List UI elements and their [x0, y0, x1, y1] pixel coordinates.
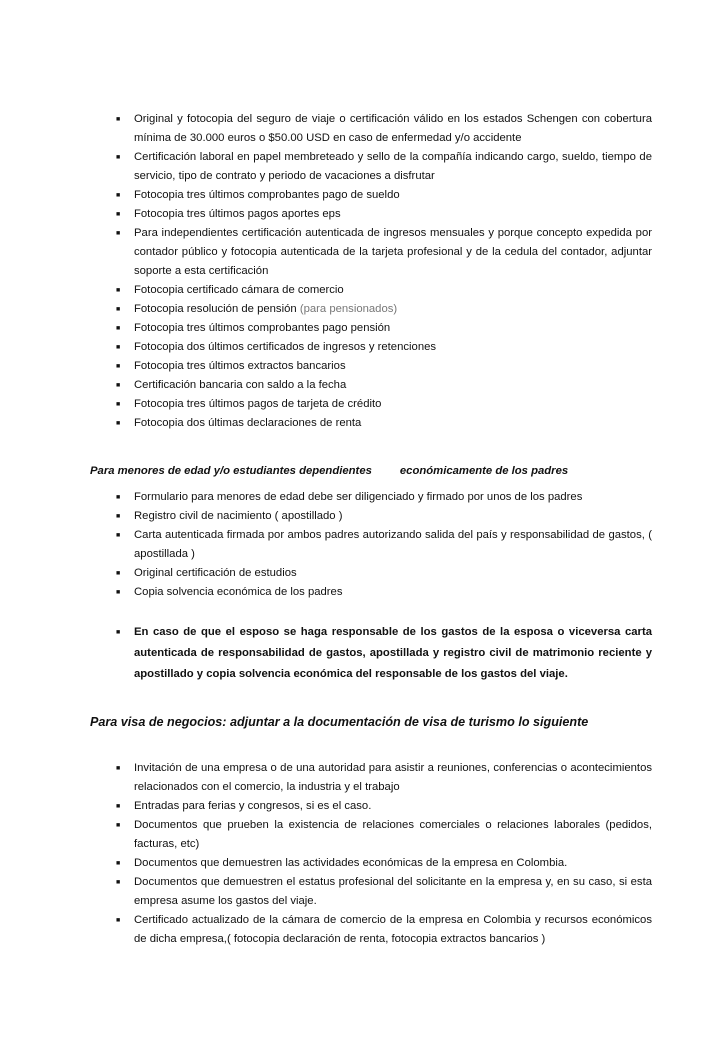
- list-item: ■ Certificación bancaria con saldo a la fecha: [90, 376, 652, 395]
- bullet-icon: [116, 338, 120, 357]
- list-item: ■ Fotocopia dos últimos certificados de ingresos y retenciones: [90, 338, 652, 357]
- bullet-icon: [116, 797, 120, 816]
- list-item: ■ Carta autenticada firmada por ambos padres autorizando salida del país y responsabilidad de gastos, ( apostillada ): [90, 526, 652, 564]
- bullet-icon: [116, 395, 120, 414]
- list-item: ■ Fotocopia tres últimos comprobantes pago de sueldo: [90, 186, 652, 205]
- bullet-icon: [116, 526, 120, 545]
- bullet-icon: [116, 911, 120, 930]
- list-item: ■ Entradas para ferias y congresos, si es el caso.: [90, 797, 652, 816]
- bullet-icon: [116, 186, 120, 205]
- bullet-icon: [116, 357, 120, 376]
- list-item: ■ Fotocopia certificado cámara de comercio: [90, 281, 652, 300]
- bullet-icon: [116, 281, 120, 300]
- bullet-icon: [116, 205, 120, 224]
- list-item: ■ Documentos que demuestren las actividades económicas de la empresa en Colombia.: [90, 854, 652, 873]
- section-heading-minors: Para menores de edad y/o estudiantes dependientes económicamente de los padres: [90, 465, 569, 477]
- bullet-icon: [116, 300, 120, 319]
- spouse-responsibility-note: [90, 622, 728, 685]
- bullet-icon: [116, 622, 120, 643]
- list-item: ■ Invitación de una empresa o de una autoridad para asistir a reuniones, conferencias o acontecimientos relacionados con el comercio, la industria y el trabajo: [90, 759, 652, 797]
- bullet-icon: [116, 488, 120, 507]
- bullet-icon: [116, 319, 120, 338]
- list-item: ■ Documentos que demuestren el estatus profesional del solicitante en la empresa y, en su caso, si esta empresa asume los gastos del viaje.: [90, 873, 652, 911]
- bullet-icon: [116, 507, 120, 526]
- bullet-icon: [116, 564, 120, 583]
- section-heading-business-visa: Para visa de negocios: adjuntar a la documentación de visa de turismo lo siguiente: [90, 715, 589, 729]
- list-item: ■ Certificado actualizado de la cámara de comercio de la empresa en Colombia y recursos económicos de dicha empresa,( fotocopia declaración de renta, fotocopia extractos bancarios ): [90, 911, 652, 949]
- bullet-icon: [116, 376, 120, 395]
- list-item: ■ Fotocopia tres últimos comprobantes pago pensión: [90, 319, 652, 338]
- pension-note: (para pensionados): [299, 303, 398, 315]
- requirements-list-general: [90, 110, 728, 433]
- list-item: ■ Registro civil de nacimiento ( apostillado ): [90, 507, 652, 526]
- list-item: ■ Certificación laboral en papel membreteado y sello de la compañía indicando cargo, sueldo, tiempo de servicio, tipo de contrato y periodo de vacaciones a disfrutar: [90, 148, 652, 186]
- list-item: ■ Para independientes certificación autenticada de ingresos mensuales y porque concepto expedida por contador público y fotocopia autenticada de la tarjeta profesional y de la cedula del contador, adjuntar soporte a esta certificación: [90, 224, 652, 281]
- list-item: ■ Fotocopia dos últimas declaraciones de renta: [90, 414, 652, 433]
- list-item: ■ Formulario para menores de edad debe ser diligenciado y firmado por unos de los padres: [90, 488, 652, 507]
- list-item: ■ Fotocopia tres últimos extractos bancarios: [90, 357, 652, 376]
- bullet-icon: [116, 148, 120, 167]
- requirements-list-minors: [90, 488, 728, 602]
- bullet-icon: [116, 583, 120, 602]
- bullet-icon: [116, 414, 120, 433]
- bullet-icon: [116, 854, 120, 873]
- bullet-icon: [116, 224, 120, 243]
- list-item: ■ Documentos que prueben la existencia de relaciones comerciales o relaciones laborales (pedidos, facturas, etc): [90, 816, 652, 854]
- list-item: ■ Original y fotocopia del seguro de viaje o certificación válido en los estados Schengen con cobertura mínima de 30.000 euros o $50.00 USD en caso de enfermedad y/o accidente: [90, 110, 652, 148]
- list-item: ■ Copia solvencia económica de los padres: [90, 583, 652, 602]
- list-item: ■ Fotocopia tres últimos pagos de tarjeta de crédito: [90, 395, 652, 414]
- list-item: ■ En caso de que el esposo se haga responsable de los gastos de la esposa o viceversa carta autenticada de responsabilidad de gastos, apostillada y registro civil de matrimonio reciente y apostillado y copia solvencia económica del responsable de los gastos del viaje.: [90, 622, 652, 685]
- bullet-icon: [116, 873, 120, 892]
- list-item: ■ Original certificación de estudios: [90, 564, 652, 583]
- list-item: ■ Fotocopia resolución de pensión (para pensionados): [90, 300, 652, 319]
- bullet-icon: [116, 759, 120, 778]
- requirements-list-business: [90, 759, 728, 949]
- list-item: ■ Fotocopia tres últimos pagos aportes eps: [90, 205, 652, 224]
- bullet-icon: [116, 816, 120, 835]
- bullet-icon: [116, 110, 120, 129]
